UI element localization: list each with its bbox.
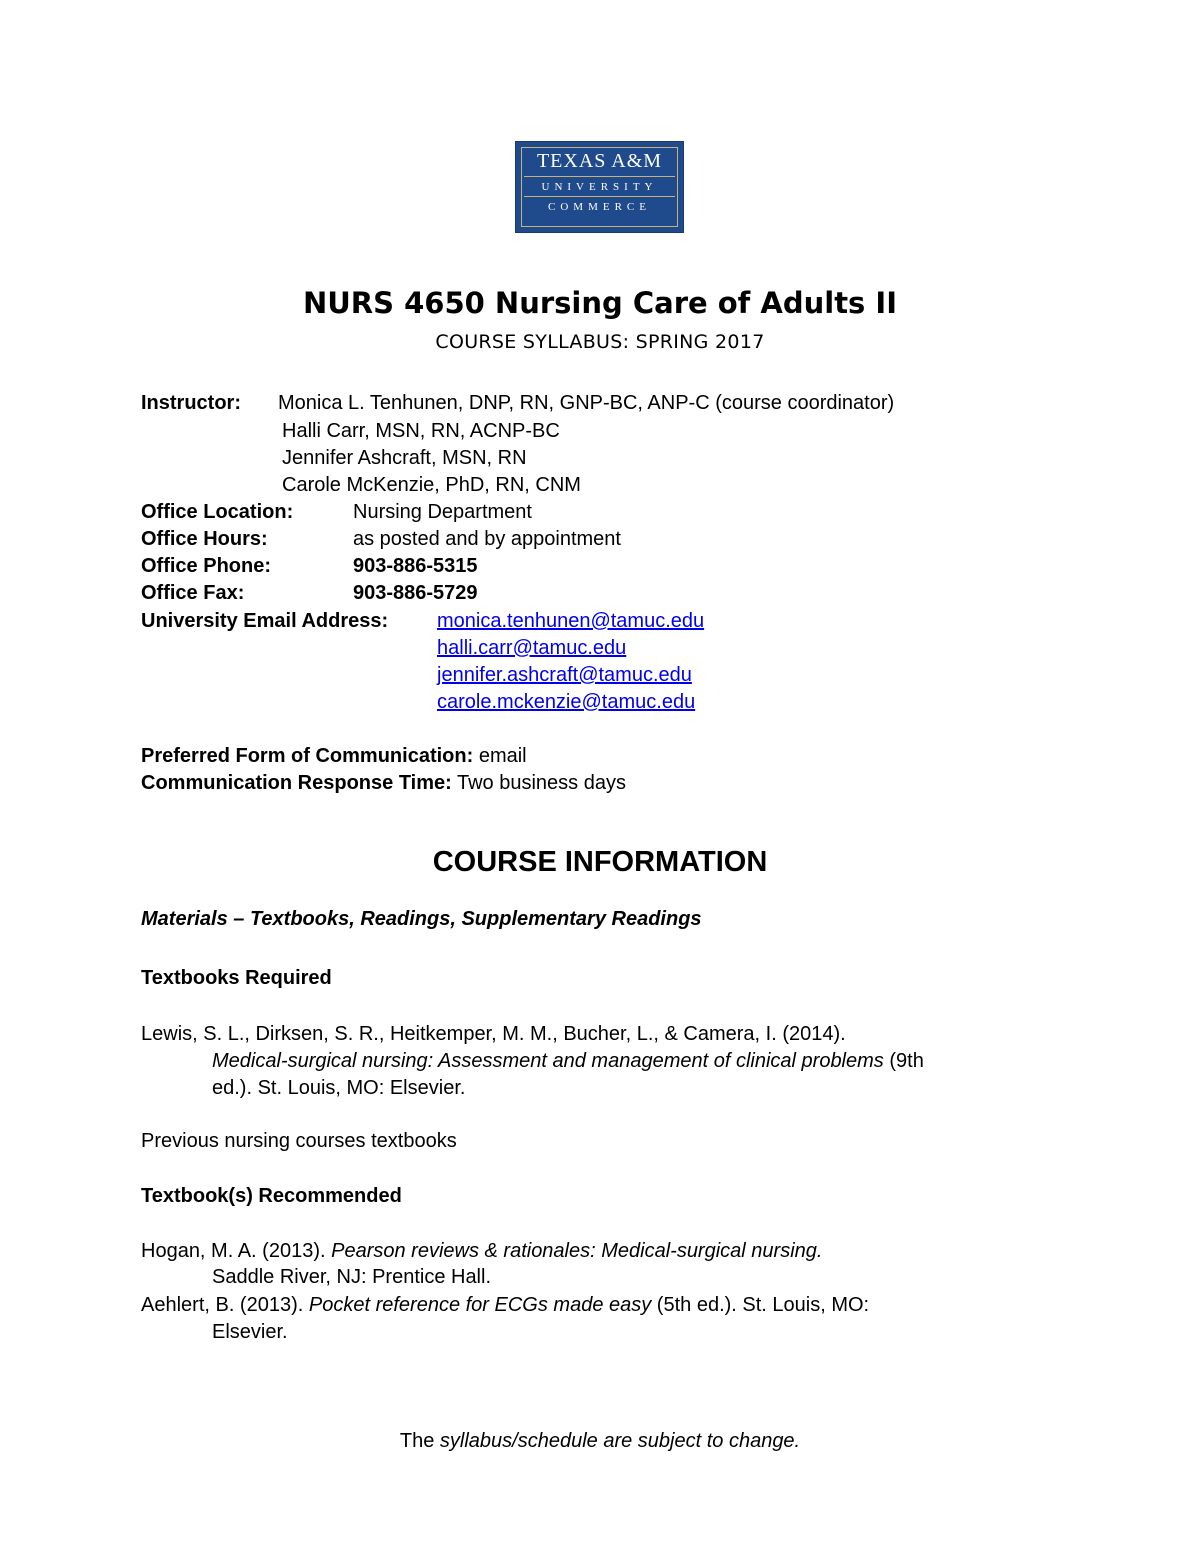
footer-italic-note: syllabus/schedule are subject to change. <box>439 1430 801 1452</box>
rec-ref-1-authors: Hogan, M. A. (2013). <box>141 1240 332 1262</box>
required-ref-edition: (9th <box>883 1050 924 1072</box>
logo-rule-top <box>524 176 675 177</box>
required-ref-title: Medical-surgical nursing: Assessment and management of clinical problems <box>212 1050 884 1072</box>
email-link-ashcraft[interactable]: jennifer.ashcraft@tamuc.edu <box>437 664 692 686</box>
university-logo <box>515 141 684 233</box>
textbooks-recommended-heading: Textbook(s) Recommended <box>141 1185 402 1207</box>
required-ref-line2 <box>212 1048 924 1074</box>
recommended-ref-1 <box>141 1238 822 1264</box>
rec-ref-1-publisher: Saddle River, NJ: Prentice Hall. <box>212 1266 492 1288</box>
recommended-ref-2 <box>141 1292 869 1318</box>
instructor-name-2: Halli Carr, MSN, RN, ACNP-BC <box>282 420 560 442</box>
instructor-name-3: Jennifer Ashcraft, MSN, RN <box>282 447 527 469</box>
response-time <box>141 770 626 796</box>
rec-ref-2-title: Pocket reference for ECGs made easy <box>308 1294 652 1316</box>
preferred-communication-label: Preferred Form of Communication: <box>141 745 474 767</box>
required-ref-publisher: ed.). St. Louis, MO: Elsevier. <box>212 1077 466 1099</box>
course-title: NURS 4650 Nursing Care of Adults II <box>302 286 897 320</box>
page-footer-note <box>0 1430 1200 1453</box>
required-ref-authors: Lewis, S. L., Dirksen, S. R., Heitkemper, M. M., Bucher, L., & Camera, I. (2014). <box>141 1023 846 1045</box>
email-label: University Email Address: <box>141 610 389 632</box>
rec-ref-1-title: Pearson reviews & rationales: Medical-surgical nursing. <box>331 1240 823 1262</box>
logo-line-commerce: COMMERCE <box>548 201 651 213</box>
response-time-value: Two business days <box>457 772 626 794</box>
footer-prefix: The <box>399 1430 440 1452</box>
office-location-label: Office Location: <box>141 501 294 523</box>
materials-heading: Materials – Textbooks, Readings, Supplementary Readings <box>141 908 702 930</box>
response-time-label: Communication Response Time: <box>141 772 452 794</box>
email-link-tenhunen[interactable]: monica.tenhunen@tamuc.edu <box>437 610 705 632</box>
preferred-communication-value: email <box>478 745 527 767</box>
previous-textbooks-text: Previous nursing courses textbooks <box>141 1130 457 1152</box>
rec-ref-2-publisher: Elsevier. <box>212 1321 288 1343</box>
textbooks-required-heading: Textbooks Required <box>141 967 332 989</box>
preferred-communication <box>141 743 527 769</box>
logo-line-university: UNIVERSITY <box>541 181 658 193</box>
office-fax-value: 903-886-5729 <box>353 582 478 604</box>
office-hours-value: as posted and by appointment <box>353 528 621 550</box>
instructor-name-4: Carole McKenzie, PhD, RN, CNM <box>282 474 581 496</box>
email-link-carr[interactable]: halli.carr@tamuc.edu <box>437 637 627 659</box>
course-subtitle: COURSE SYLLABUS: SPRING 2017 <box>435 331 765 353</box>
office-location-value: Nursing Department <box>353 501 532 523</box>
email-link-mckenzie[interactable]: carole.mckenzie@tamuc.edu <box>437 691 696 713</box>
instructor-name-1: Monica L. Tenhunen, DNP, RN, GNP-BC, ANP-C (course coordinator) <box>278 392 895 414</box>
instructor-label: Instructor: <box>141 392 241 414</box>
rec-ref-2-authors: Aehlert, B. (2013). <box>141 1294 309 1316</box>
rec-ref-2-edition: (5th ed.). St. Louis, MO: <box>651 1294 870 1316</box>
course-information-heading: COURSE INFORMATION <box>432 846 768 878</box>
logo-line-texas-am: TEXAS A&M <box>536 150 663 172</box>
office-hours-label: Office Hours: <box>141 528 268 550</box>
office-fax-label: Office Fax: <box>141 582 245 604</box>
logo-rule-bottom <box>524 196 675 197</box>
office-phone-label: Office Phone: <box>141 555 272 577</box>
office-phone-value: 903-886-5315 <box>353 555 478 577</box>
